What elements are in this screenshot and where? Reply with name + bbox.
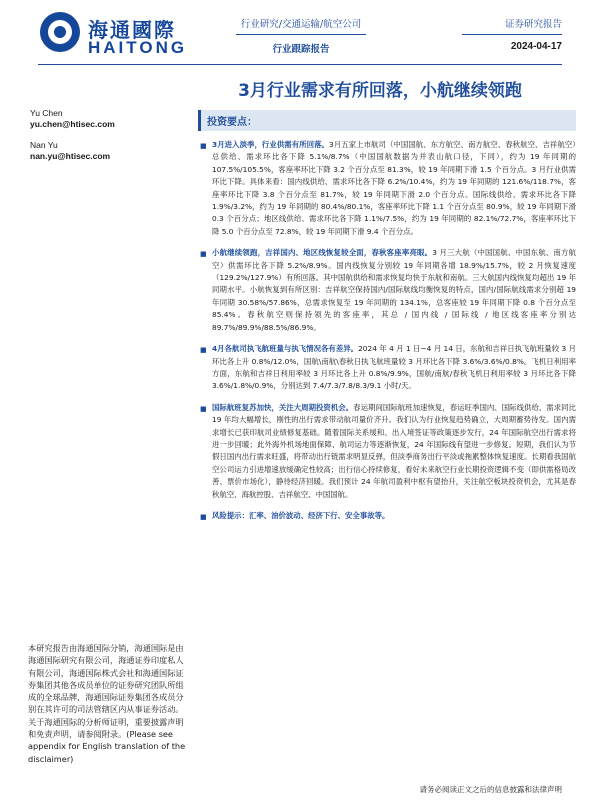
analyst-entry [30, 108, 190, 130]
analyst-email[interactable]: yu.chen@htisec.com [30, 119, 115, 129]
analyst-list [30, 108, 190, 172]
analyst-name: Nan Yu [30, 140, 58, 150]
logo-english-name: HAITONG [88, 38, 188, 57]
haitong-logo-icon [40, 12, 80, 52]
highlight-paragraph [198, 343, 576, 393]
highlight-body: 春运期间国际航班加速恢复，春运旺季国内、国际线供给、需求同比 19 年均大幅增长，刚性的出行需求带动航司量价齐升。我们认为行业恢复趋势确立，大周期蓄势待发。国内需求增长已获印航司业绩修复基础。随着国际关系缓和、出入境签证等政策逐步发行，24 年国际航空出行需求将进一步回暖；此外海外机场地面保障、航司运力等逐渐恢复，24 年国际线有望进一步修复。短期，我们认为节假日国内出行需求旺盛，将带动出行链需求明显反弹，但淡季商务出行平淡或拖累整体恢复速度。长期看我国航空公司运力引进增速放缓确定性较高；出行信心持续修复，看好未来航空行业长期投资逻辑不变（即供需格局改善、票价市场化），静待经济回暖。我们预计 24 年航司盈利中枢有望抬升，关注航空板块投资机会，尤其是春秋航空、海航控股、吉祥航空、中国国航。 [212, 402, 576, 499]
highlight-body: 3 月三大航（中国国航、中国东航、南方航空）供需环比各下降 5.2%/8.9%。国内线恢复分别较 19 年同期各增 18.9%/15.7%，较 2 月恢复速度（129.2%/127.9%）有所回落。其中国航供给和需求恢复均快于东航和南航。三大航国内线恢复均超出 19 年同期水平。小航恢复到有所区别：吉祥航空保持国内/国际航线均衡恢复的特点，国内/国际航线需求分别超 19 年同期 30.58%/57.86%，总需求恢复至 19 年同期的 134.1%，总客座较 19 年同期下降 0.8 个百分点至 85.4%。春秋航空则保持领先的客座率，其总 / 国内线 / 国际线 / 地区线客座率分别达 89.7%/89.9%/88.5%/86.9%。 [212, 248, 576, 332]
highlight-lead: 3月进入淡季，行业供需有所回落。 [212, 140, 330, 149]
risk-warning [198, 510, 576, 522]
distribution-disclaimer: 本研究报告由海通国际分销，海通国际是由海通国际研究有限公司，海通证券印度私人有限公司，海通国际株式会社和海通国际证券集团其他各成员单位的证券研究团队所组成的全球品牌，海通国际证券集团各成员分别在其许可的司法管辖区内从事证券活动。关于海通国际的分析师证明，重要披露声明和免责声明，请参阅附录。(Please see appendix for English translation of the disclaimer) [28, 643, 186, 764]
bullet-icon: ■ [200, 250, 207, 259]
report-category: 行业研究/交通运输/航空公司 [236, 16, 366, 35]
analyst-entry [30, 140, 190, 162]
report-label: 证券研究报告 [462, 16, 562, 35]
analyst-email[interactable]: nan.yu@htisec.com [30, 151, 111, 161]
risk-warning-text: 风险提示：汇率、油价波动、经济下行、安全事故等。 [212, 510, 390, 520]
haitong-logo [40, 8, 220, 56]
highlight-lead: 小航继续领跑，吉祥国内、地区线恢复较全面，春秋客座率亮眼。 [212, 248, 433, 258]
bullet-icon: ■ [200, 346, 207, 355]
header-divider [38, 64, 562, 65]
bullet-icon: ■ [200, 142, 207, 150]
report-title: 3月行业需求有所回落，小航继续领跑 [238, 81, 522, 101]
highlight-body: 3月五家上市航司（中国国航、东方航空、南方航空、春秋航空、吉祥航空）总供给、需求环比各下降 5.1%/8.7%（中国国航数据为并表山航口径，下同），约为 19 年同期的 107.5%/105.5%，客座率环比下降 3.2 个百分点至 81.3%，较 19 年同期下滑 1.5 个百分点。3 月行业供需环比下降。具体来看：国内线供给、需求环比各下降 6.2%/10.4%，约为 19 年同期的 121.6%/118.7%，客座率环比下降 3.8 个百分点至 81.7%，较 19 年同期下滑 2.0 个百分点。国际线供给、需求环比各下降 1.9%/3.2%，约为 19 年同期的 80.4%/80.1%，客座率环比下降 1.1 个百分点至 80.9%，较 19 年同期下滑 0.3 个百分点；地区线供给、需求环比各下降 1.1%/7.5%，约为 19 年同期的 82.1%/72.7%，客座率环比下降 5.0 个百分点至 72.8%，较 19 年同期下滑 9.4 个百分点。 [212, 140, 576, 236]
investment-highlights [198, 110, 576, 531]
highlight-body: 2024 年 4 月 1 日~4 月 14 日，东航和吉祥日执飞航班量较 3 月环比各上升 0.8%/12.0%，国航\南航\春秋日执飞航班量较 3 月环比各下降 3.6%/3.6%/0.8%。飞机日利用率方面，东航和吉祥日利用率较 3 月环比各上升 0.8%/9.9%，国航/南航/春秋飞机日利用率较 3 月环比各下降 3.6%/1.8%/0.9%，分别达到 7.4/7.3/7.8/8.3/9.1 小时/天。 [212, 344, 576, 391]
highlight-lead: 国际航班复苏加快，关注大周期投资机会。 [212, 402, 354, 412]
footer-notice: 请务必阅读正文之后的信息披露和法律声明 [419, 785, 562, 794]
highlight-paragraph [198, 247, 576, 334]
highlight-paragraph [198, 402, 576, 501]
logo-chinese-name: 海通國際 [88, 18, 176, 42]
analyst-name: Yu Chen [30, 108, 63, 118]
section-heading: 投资要点： [198, 110, 576, 131]
report-type: 行业跟踪报告 [272, 44, 330, 55]
bullet-icon: ■ [200, 404, 207, 413]
header-report-info [236, 16, 366, 55]
header-right-info [462, 16, 562, 52]
highlight-lead: 4月各航司执飞航班量与执飞情况各有差异。 [212, 344, 359, 354]
highlight-paragraph [198, 139, 576, 238]
bullet-icon: ■ [200, 512, 207, 521]
report-date: 2024-04-17 [510, 41, 562, 52]
